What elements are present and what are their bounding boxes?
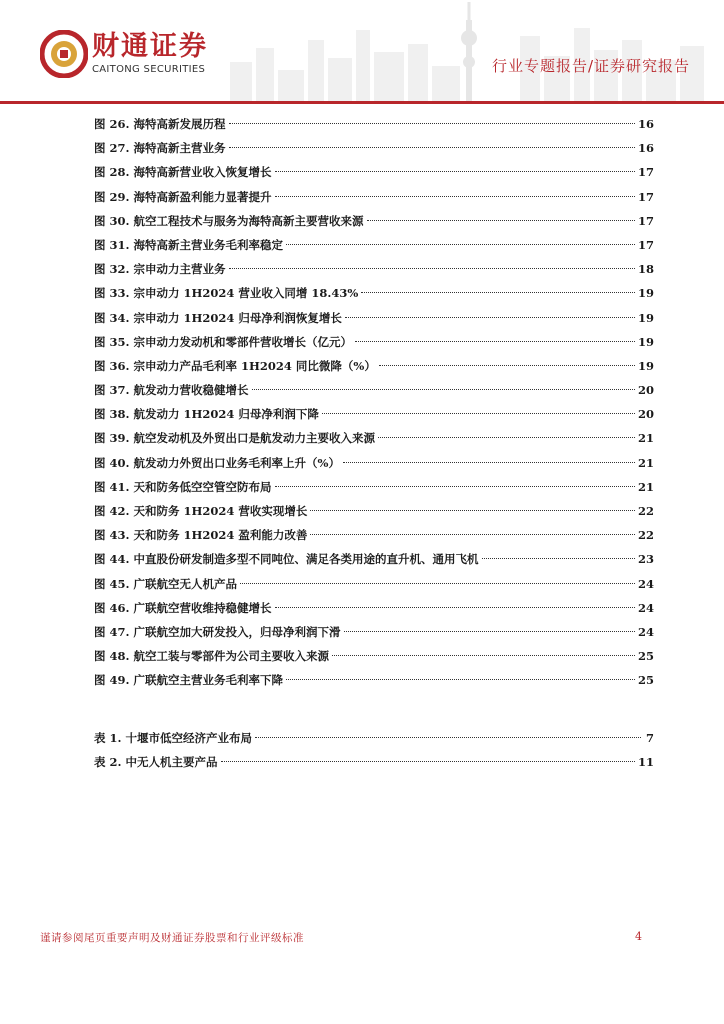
dot-leader <box>379 365 635 366</box>
toc-entry-page: 19 <box>637 286 654 301</box>
toc-entry[interactable] <box>94 620 654 644</box>
toc-entry[interactable] <box>94 281 654 305</box>
dot-leader <box>255 737 641 738</box>
brand-name-en: CAITONG SECURITIES <box>92 64 206 75</box>
page-header <box>0 0 724 104</box>
toc-entry[interactable] <box>94 185 654 209</box>
toc-entry-page: 17 <box>637 213 654 228</box>
toc-entry-page: 11 <box>637 755 654 770</box>
toc-entry[interactable] <box>94 499 654 523</box>
toc-entry[interactable] <box>94 668 654 692</box>
dot-leader <box>240 583 635 584</box>
toc-entry-label: 图 30. 航空工程技术与服务为海特高新主要营收来源 <box>94 213 364 228</box>
dot-leader <box>322 413 635 414</box>
dot-leader <box>378 437 635 438</box>
toc-entry[interactable] <box>94 596 654 620</box>
toc-entry-page: 18 <box>637 262 654 277</box>
figure-index <box>94 112 654 693</box>
toc-entry-label: 图 42. 天和防务 1H2024 营收实现增长 <box>94 504 308 518</box>
toc-entry[interactable] <box>94 726 654 750</box>
toc-entry-label: 图 47. 广联航空加大研发投入，归母净利润下滑 <box>94 624 341 639</box>
toc-entry-page: 19 <box>637 310 654 325</box>
disclaimer-footer: 谨请参阅尾页重要声明及财通证券股票和行业评级标准 <box>40 932 304 944</box>
toc-entry-page: 17 <box>637 237 654 252</box>
toc-entry-label: 图 29. 海特高新盈利能力显著提升 <box>94 189 272 204</box>
toc-entry-page: 19 <box>637 334 654 349</box>
dot-leader <box>229 147 635 148</box>
dot-leader <box>286 679 635 680</box>
toc-entry-label: 图 35. 宗申动力发动机和零部件营收增长（亿元） <box>94 334 353 349</box>
toc-entry-label: 图 36. 宗申动力产品毛利率 1H2024 同比微降（%） <box>94 358 376 373</box>
header-divider <box>0 101 724 104</box>
toc-entry[interactable] <box>94 306 654 330</box>
dot-leader <box>310 510 635 511</box>
toc-entry-page: 24 <box>637 576 654 591</box>
toc-entry[interactable] <box>94 426 654 450</box>
toc-entry-label: 表 1. 十堰市低空经济产业布局 <box>94 731 253 745</box>
dot-leader <box>275 607 635 608</box>
report-type: 行业专题报告/证券研究报告 <box>491 57 690 75</box>
toc-entry[interactable] <box>94 233 654 257</box>
dot-leader <box>275 171 635 172</box>
dot-leader <box>343 462 635 463</box>
toc-entry-label: 图 32. 宗申动力主营业务 <box>94 262 226 277</box>
toc-entry-page: 17 <box>637 165 654 180</box>
toc-entry[interactable] <box>94 750 654 774</box>
dot-leader <box>332 655 635 656</box>
toc-entry-label: 图 28. 海特高新营业收入恢复增长 <box>94 165 272 180</box>
toc-entry[interactable] <box>94 209 654 233</box>
toc-entry-label: 图 26. 海特高新发展历程 <box>94 117 226 131</box>
toc-entry-page: 25 <box>637 673 654 688</box>
toc-entry[interactable] <box>94 451 654 475</box>
dot-leader <box>482 558 635 559</box>
toc-entry-label: 图 37. 航发动力营收稳健增长 <box>94 383 249 398</box>
dot-leader <box>367 220 635 221</box>
toc-entry-label: 图 31. 海特高新主营业务毛利率稳定 <box>94 237 284 252</box>
toc-entry[interactable] <box>94 547 654 571</box>
toc-entry-page: 21 <box>637 455 654 470</box>
toc-entry[interactable] <box>94 572 654 596</box>
toc-entry-label: 图 49. 广联航空主营业务毛利率下降 <box>94 673 284 688</box>
toc-entry-page: 23 <box>637 552 654 567</box>
toc-entry[interactable] <box>94 475 654 499</box>
toc-entry-label: 图 45. 广联航空无人机产品 <box>94 576 238 591</box>
dot-leader <box>361 292 635 293</box>
toc-entry-page: 24 <box>637 624 654 639</box>
toc-entry-label: 图 34. 宗申动力 1H2024 归母净利润恢复增长 <box>94 310 342 325</box>
brand-name-cn: 财通证券 <box>92 31 208 62</box>
toc-entry[interactable] <box>94 257 654 281</box>
toc-entry-label: 图 33. 宗申动力 1H2024 营业收入同增 18.43% <box>94 286 359 301</box>
caitong-logo-icon <box>40 30 88 78</box>
toc-entry[interactable] <box>94 160 654 184</box>
toc-entry-label: 图 40. 航发动力外贸出口业务毛利率上升（%） <box>94 455 340 470</box>
table-index <box>94 726 654 774</box>
page-number: 4 <box>635 930 642 943</box>
dot-leader <box>355 341 635 342</box>
toc-entry-page: 24 <box>637 600 654 615</box>
toc-entry-page: 25 <box>637 649 654 664</box>
dot-leader <box>286 244 635 245</box>
dot-leader <box>221 761 635 762</box>
toc-entry-label: 表 2. 中无人机主要产品 <box>94 755 218 770</box>
toc-entry-label: 图 38. 航发动力 1H2024 归母净利润下降 <box>94 407 319 422</box>
dot-leader <box>229 268 635 269</box>
dot-leader <box>310 534 635 535</box>
toc-entry-page: 20 <box>637 383 654 398</box>
toc-entry-page: 21 <box>637 479 654 494</box>
toc-entry[interactable] <box>94 136 654 160</box>
toc-entry[interactable] <box>94 523 654 547</box>
toc-entry-page: 22 <box>637 528 654 543</box>
toc-entry[interactable] <box>94 378 654 402</box>
dot-leader <box>252 389 635 390</box>
toc-entry-label: 图 46. 广联航空营收维持稳健增长 <box>94 600 272 615</box>
dot-leader <box>229 123 635 124</box>
toc-entry-label: 图 44. 中直股份研发制造多型不同吨位、满足各类用途的直升机、通用飞机 <box>94 552 479 567</box>
toc-entry[interactable] <box>94 354 654 378</box>
toc-entry-page: 20 <box>637 407 654 422</box>
toc-entry-page: 19 <box>637 358 654 373</box>
toc-entry[interactable] <box>94 402 654 426</box>
toc-entry[interactable] <box>94 644 654 668</box>
toc-entry-label: 图 48. 航空工装与零部件为公司主要收入来源 <box>94 649 330 664</box>
dot-leader <box>345 317 635 318</box>
toc-entry[interactable] <box>94 112 654 136</box>
toc-entry-page: 22 <box>637 504 654 518</box>
toc-entry-label: 图 27. 海特高新主营业务 <box>94 141 226 156</box>
dot-leader <box>344 631 635 632</box>
dot-leader <box>275 486 635 487</box>
toc-entry-page: 7 <box>645 731 654 745</box>
dot-leader <box>275 196 635 197</box>
toc-entry-page: 16 <box>637 117 654 131</box>
toc-entry-page: 16 <box>637 141 654 156</box>
toc-entry[interactable] <box>94 330 654 354</box>
toc-entry-label: 图 39. 航空发动机及外贸出口是航发动力主要收入来源 <box>94 431 376 446</box>
toc-entry-label: 图 43. 天和防务 1H2024 盈利能力改善 <box>94 528 308 543</box>
toc-entry-label: 图 41. 天和防务低空空管空防布局 <box>94 479 272 494</box>
toc-entry-page: 17 <box>637 189 654 204</box>
toc-entry-page: 21 <box>637 431 654 446</box>
